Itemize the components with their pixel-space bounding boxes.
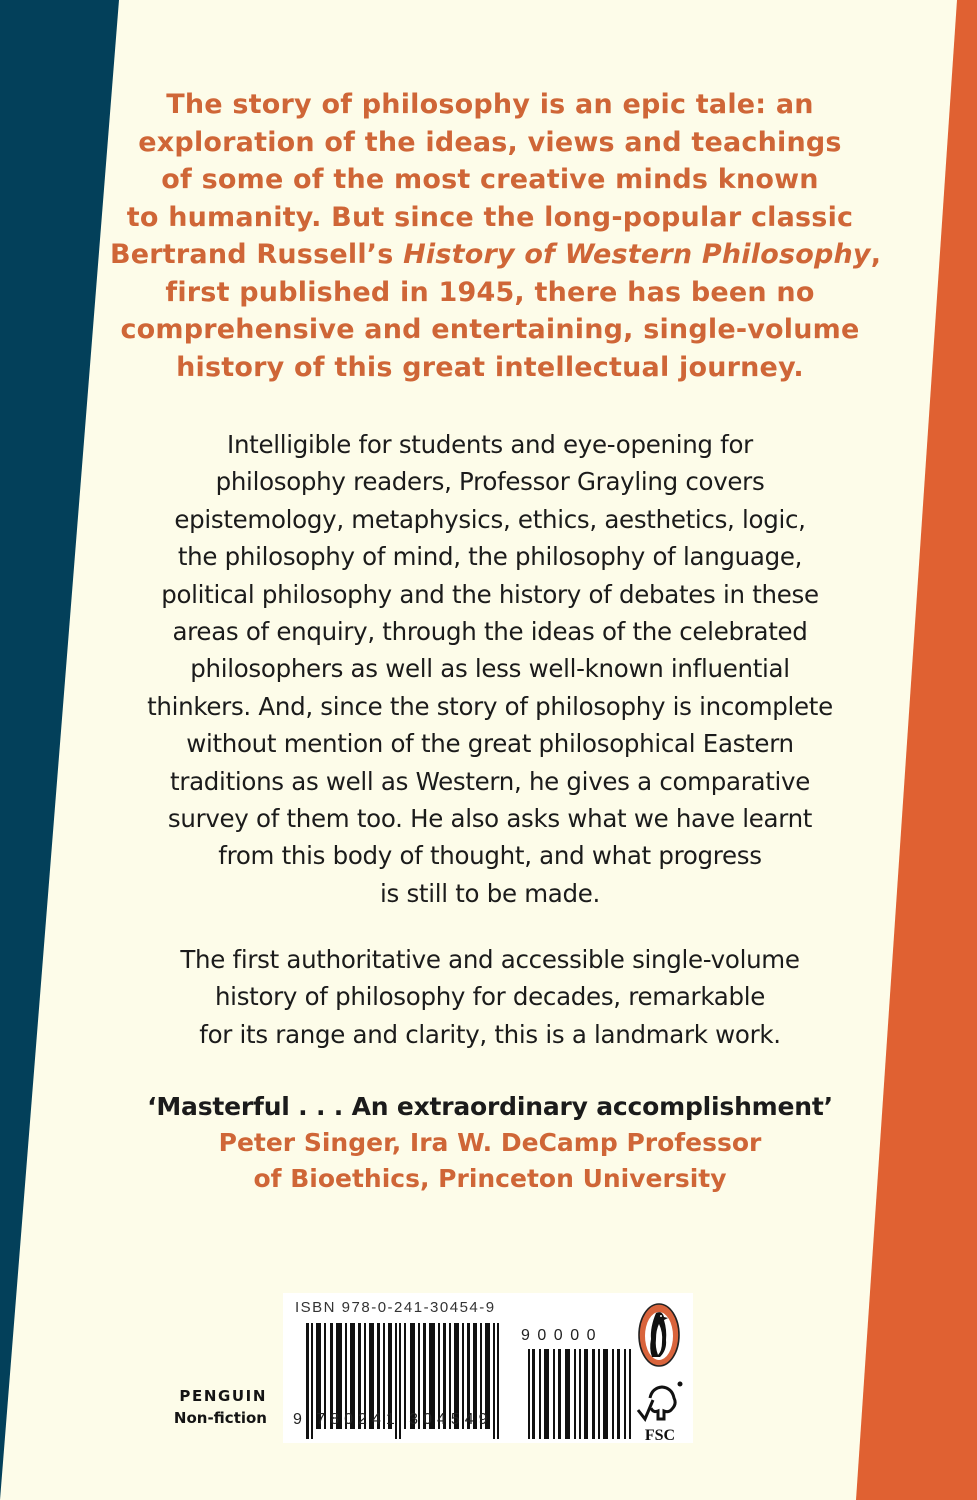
blurb xyxy=(110,86,882,386)
blurb-line: The story of philosophy is an epic tale: an xyxy=(166,89,814,120)
logos xyxy=(632,1300,688,1444)
description-line: without mention of the great philosophical Eastern xyxy=(186,729,794,759)
blurb-text: , xyxy=(870,239,882,270)
publisher-name: PENGUIN xyxy=(179,1387,267,1405)
description-paragraph-2 xyxy=(100,941,880,1053)
description-line: Intelligible for students and eye-opening for xyxy=(227,430,753,459)
description-line: the philosophy of mind, the philosophy of language, xyxy=(177,542,803,572)
description-line: for its range and clarity, this is a landmark work. xyxy=(199,1019,781,1049)
isbn-label: ISBN 978-0-241-30454-9 xyxy=(295,1299,496,1316)
blurb-line: to humanity. But since the long-popular classic xyxy=(126,201,854,233)
blurb-text: Bertrand Russell’s xyxy=(110,239,404,270)
book-category: Non-fiction xyxy=(173,1409,267,1427)
description-line: philosophers as well as less well-known influential xyxy=(190,654,790,684)
review-quote xyxy=(100,1089,880,1197)
description-line: thinkers. And, since the story of philosophy is incomplete xyxy=(147,691,833,721)
fsc-logo-icon xyxy=(638,1382,683,1441)
description-line: from this body of thought, and what progress xyxy=(218,841,762,871)
description-line: philosophy readers, Professor Grayling covers xyxy=(215,467,765,497)
blurb-line: history of this great intellectual journey. xyxy=(176,351,804,383)
blurb-line: first published in 1945, there has been no xyxy=(165,276,815,308)
description-line: political philosophy and the history of debates in these xyxy=(161,579,819,609)
quote-text: ‘Masterful . . . An extraordinary accomplishment’ xyxy=(147,1092,833,1121)
blurb-line xyxy=(110,236,882,274)
description-line: epistemology, metaphysics, ethics, aesthetics, logic, xyxy=(174,504,806,534)
blurb-line: exploration of the ideas, views and teachings xyxy=(138,126,842,158)
quote-attribution: Peter Singer, Ira W. DeCamp Professor xyxy=(218,1128,762,1157)
blurb-line: comprehensive and entertaining, single-volume xyxy=(120,314,860,345)
description-line: history of philosophy for decades, remarkable xyxy=(214,982,766,1012)
description-line: survey of them too. He also asks what we have learnt xyxy=(167,804,813,834)
description-line: is still to be made. xyxy=(379,878,601,908)
addon-digits: 90000 xyxy=(521,1327,603,1344)
blurb-line: of some of the most creative minds known xyxy=(161,164,819,195)
svg-text:FSC: FSC xyxy=(644,1427,676,1440)
quote-attribution: of Bioethics, Princeton University xyxy=(253,1164,727,1193)
description-line: The first authoritative and accessible single-volume xyxy=(180,945,800,974)
description-paragraph-1 xyxy=(100,426,880,912)
imprint-label xyxy=(140,1385,267,1429)
ean-digits: 9 780241 304549 xyxy=(293,1411,493,1428)
description-line: areas of enquiry, through the ideas of the celebrated xyxy=(172,617,808,647)
description-line: traditions as well as Western, he gives a comparative xyxy=(170,766,810,796)
penguin-logo-icon xyxy=(639,1304,679,1366)
book-title-reference: History of Western Philosophy xyxy=(403,239,871,270)
